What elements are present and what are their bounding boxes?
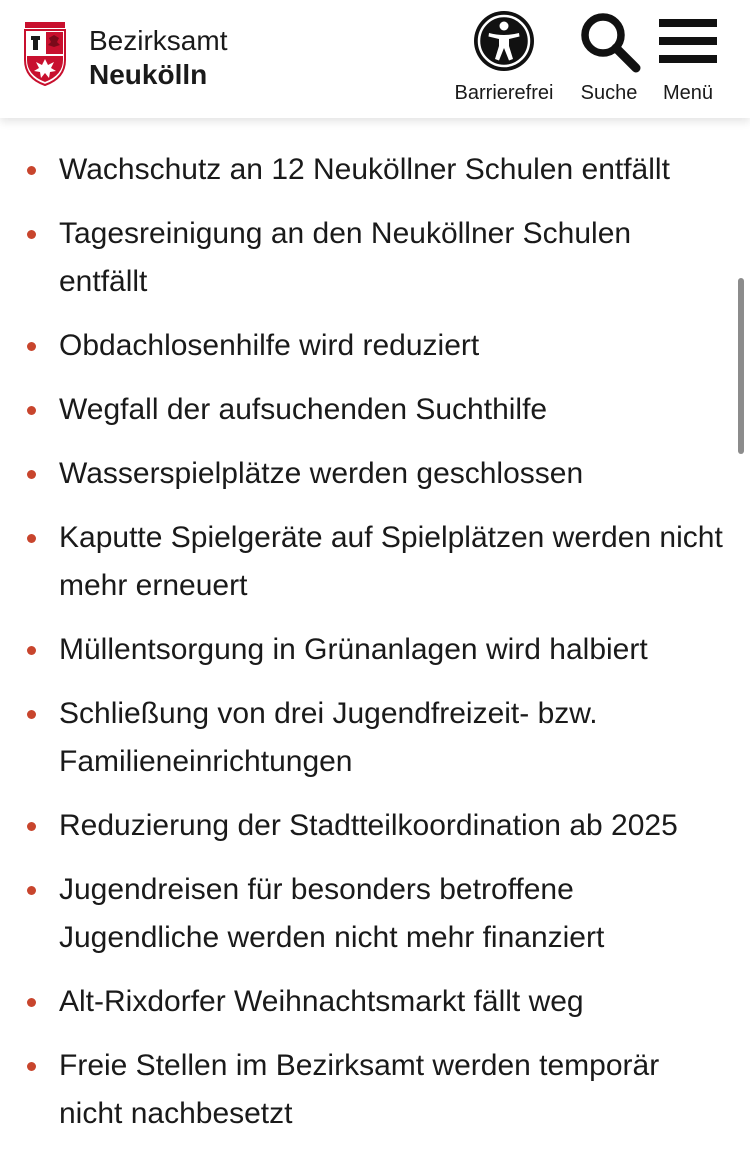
list-item-text: Reduzierung der Stadtteilkoordination ab 2025 — [59, 809, 678, 842]
bullet — [27, 998, 36, 1007]
list-item — [0, 386, 750, 434]
list-item — [0, 802, 750, 850]
bullet — [27, 166, 36, 175]
list-item-text: Kaputte Spielgeräte auf Spielplätzen werden nicht mehr erneuert — [59, 521, 723, 602]
bullet — [27, 534, 36, 543]
list-item-text: Alt-Rixdorfer Weihnachtsmarkt fällt weg — [59, 985, 584, 1018]
menu-label: Menü — [662, 82, 714, 104]
brand-line-1: Bezirksamt — [89, 25, 228, 56]
list-item-text: Wegfall der aufsuchenden Suchthilfe — [59, 393, 548, 426]
list-item — [0, 146, 750, 194]
list-item-text: Freie Stellen im Bezirksamt werden temporär nicht nachbesetzt — [59, 1049, 660, 1130]
list-item — [0, 866, 750, 962]
list-item — [0, 1042, 750, 1138]
list-item — [0, 978, 750, 1026]
hamburger-menu-icon — [659, 13, 717, 69]
scrollbar[interactable] — [738, 278, 744, 454]
list-item-text: Obdachlosenhilfe wird reduziert — [59, 329, 480, 362]
bullet — [27, 886, 36, 895]
search-button[interactable] — [572, 8, 646, 108]
home-logo-link[interactable] — [22, 22, 68, 86]
list-item-text: Tagesreinigung an den Neuköllner Schulen entfällt — [59, 217, 632, 298]
brand-name — [89, 24, 227, 92]
list-item — [0, 626, 750, 674]
cuts-list — [0, 146, 750, 1151]
search-label: Suche — [580, 82, 638, 104]
bullet — [27, 230, 36, 239]
list-item-text: Wasserspielplätze werden geschlossen — [59, 457, 584, 490]
accessibility-label: Barrierefrei — [454, 82, 554, 104]
list-item-text: Schließung von drei Jugendfreizeit- bzw. Familieneinrichtungen — [59, 697, 598, 778]
list-item — [0, 690, 750, 786]
main-content — [0, 118, 750, 1151]
accessibility-button[interactable] — [449, 8, 559, 108]
list-item-text: Müllentsorgung in Grünanlagen wird halbiert — [59, 633, 648, 666]
list-item — [0, 450, 750, 498]
bullet — [27, 646, 36, 655]
list-item — [0, 514, 750, 610]
list-item — [0, 210, 750, 306]
bullet — [27, 1062, 36, 1071]
menu-button[interactable] — [656, 8, 720, 108]
neukoelln-coat-of-arms-icon — [22, 22, 68, 86]
accessibility-icon — [472, 9, 536, 73]
bullet — [27, 710, 36, 719]
list-item-text: Jugendreisen für besonders betroffene Jugendliche werden nicht mehr finanziert — [59, 873, 605, 954]
bullet — [27, 342, 36, 351]
bullet — [27, 822, 36, 831]
site-header — [0, 0, 750, 118]
bullet — [27, 470, 36, 479]
list-item-text: Wachschutz an 12 Neuköllner Schulen entfällt — [59, 153, 670, 186]
list-item — [0, 322, 750, 370]
brand-line-2: Neukölln — [89, 59, 208, 90]
search-icon — [576, 8, 642, 74]
bullet — [27, 406, 36, 415]
